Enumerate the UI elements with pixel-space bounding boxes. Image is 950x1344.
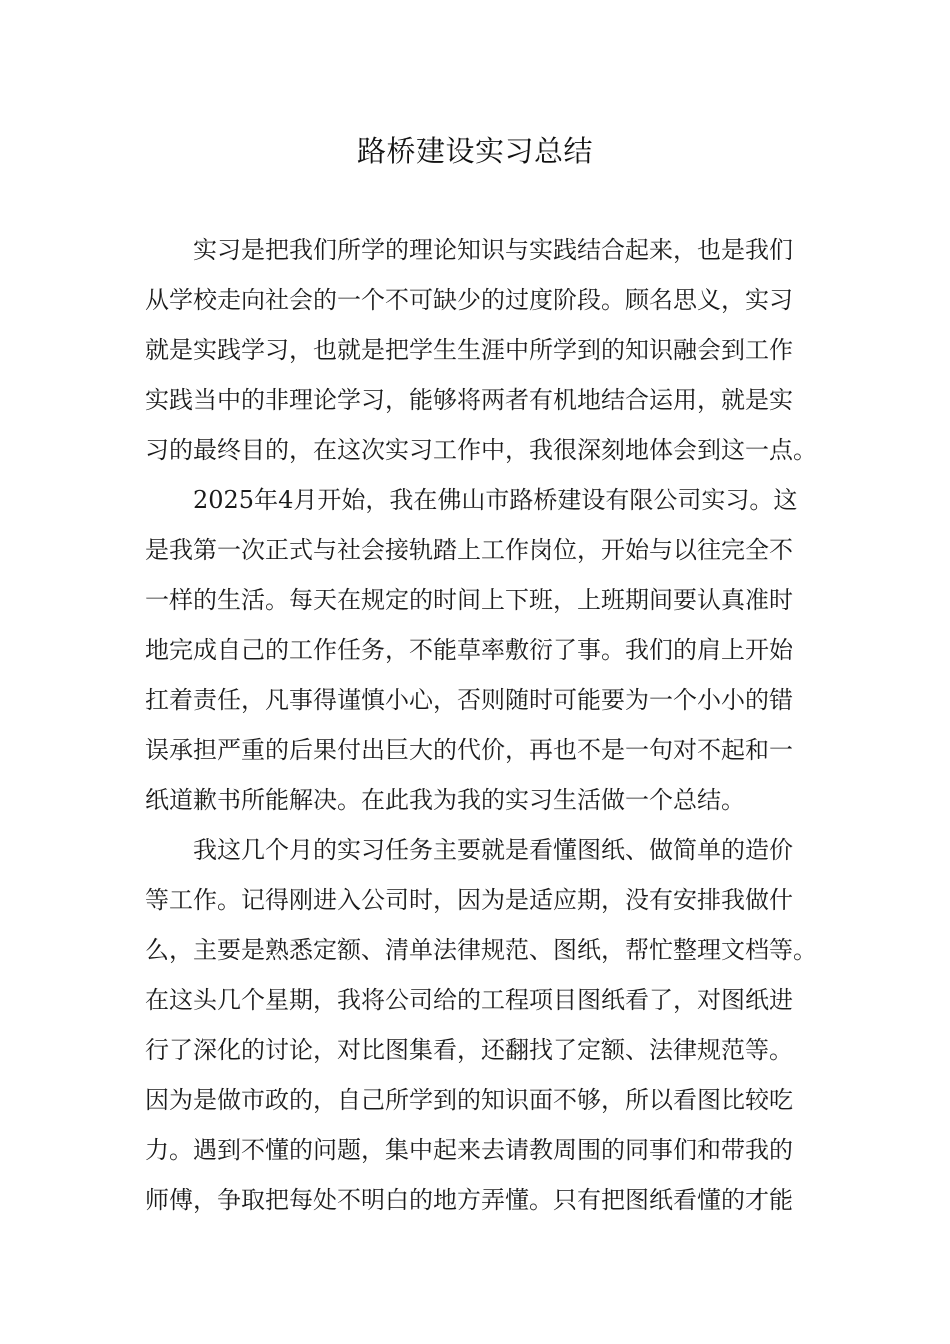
- text-line: 么，主要是熟悉定额、清单法律规范、图纸，帮忙整理文档等。: [145, 936, 817, 964]
- text-line: 习的最终目的，在这次实习工作中，我很深刻地体会到这一点。: [145, 436, 817, 464]
- text-line: 因为是做市政的，自己所学到的知识面不够，所以看图比较吃: [145, 1086, 793, 1114]
- text-line: 力。遇到不懂的问题，集中起来去请教周围的同事们和带我的: [145, 1136, 793, 1164]
- text-line: 扛着责任，凡事得谨慎小心，否则随时可能要为一个小小的错: [145, 686, 793, 714]
- text-line: 2025年4月开始，我在佛山市路桥建设有限公司实习。这: [193, 486, 798, 514]
- text-line: 我这几个月的实习任务主要就是看懂图纸、做简单的造价: [193, 836, 793, 864]
- document-title: 路桥建设实习总结: [356, 134, 593, 168]
- text-line: 一样的生活。每天在规定的时间上下班，上班期间要认真准时: [145, 586, 793, 614]
- text-line: 实习是把我们所学的理论知识与实践结合起来，也是我们: [193, 236, 793, 264]
- text-line: 等工作。记得刚进入公司时，因为是适应期，没有安排我做什: [145, 886, 793, 914]
- text-line: 师傅，争取把每处不明白的地方弄懂。只有把图纸看懂的才能: [145, 1186, 793, 1214]
- text-line: 从学校走向社会的一个不可缺少的过度阶段。顾名思义，实习: [145, 286, 793, 314]
- text-line: 实践当中的非理论学习，能够将两者有机地结合运用，就是实: [145, 386, 793, 414]
- document-body: [145, 225, 825, 1225]
- text-line: 行了深化的讨论，对比图集看，还翻找了定额、法律规范等。: [145, 1036, 793, 1064]
- text-line: 是我第一次正式与社会接轨踏上工作岗位，开始与以往完全不: [145, 536, 793, 564]
- text-line: 误承担严重的后果付出巨大的代价，再也不是一句对不起和一: [145, 736, 793, 764]
- text-line: 就是实践学习，也就是把学生生涯中所学到的知识融会到工作: [145, 336, 793, 364]
- text-line: 在这头几个星期，我将公司给的工程项目图纸看了，对图纸进: [145, 986, 793, 1014]
- text-line: 地完成自己的工作任务，不能草率敷衍了事。我们的肩上开始: [145, 636, 793, 664]
- text-line: 纸道歉书所能解决。在此我为我的实习生活做一个总结。: [145, 786, 745, 814]
